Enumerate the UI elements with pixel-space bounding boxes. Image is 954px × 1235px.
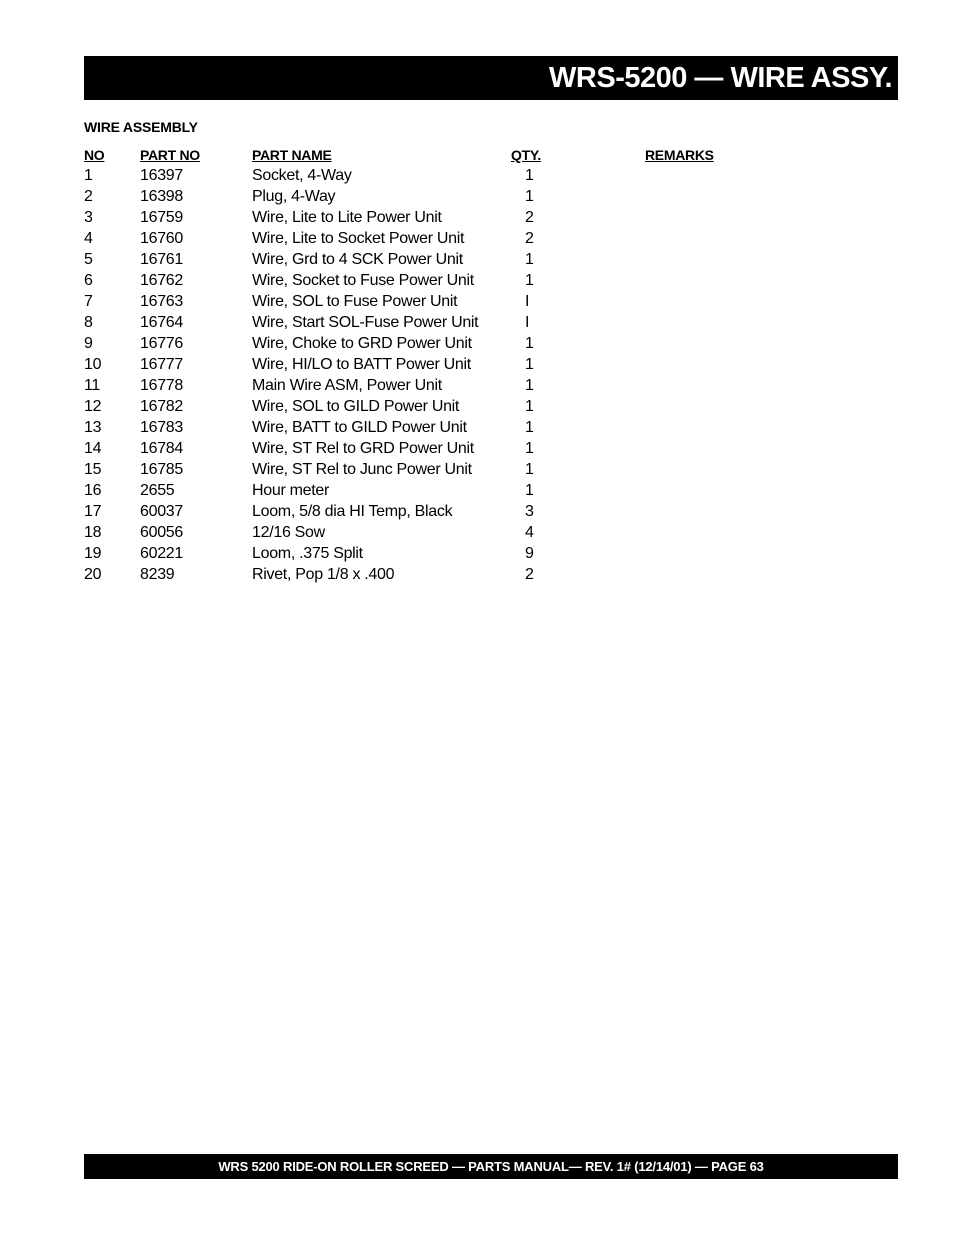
cell-qty: I [525,314,530,331]
cell-no: 4 [84,230,93,247]
section-label: WIRE ASSEMBLY [84,119,198,135]
cell-part-no: 16762 [140,272,183,289]
cell-remarks [645,207,765,228]
cell-no: 14 [84,440,102,457]
cell-qty: I [525,293,530,310]
cell-part-name: Main Wire ASM, Power Unit [252,377,442,394]
cell-no: 6 [84,272,93,289]
cell-part-no: 16782 [140,398,183,415]
cell-part-no: 2655 [140,482,175,499]
table-row [84,543,765,564]
cell-part-name: Loom, 5/8 dia HI Temp, Black [252,503,453,520]
cell-no: 13 [84,419,102,436]
cell-remarks [645,564,765,585]
cell-part-name: Wire, SOL to GILD Power Unit [252,398,460,415]
cell-part-name: Wire, ST Rel to Junc Power Unit [252,461,472,478]
cell-no: 3 [84,209,93,226]
table-row [84,396,765,417]
page-title: WRS-5200 — WIRE ASSY. [549,62,892,94]
cell-remarks [645,375,765,396]
table-row [84,501,765,522]
cell-remarks [645,501,765,522]
col-header-part-no: PART NO [140,147,200,163]
cell-qty: 1 [525,356,534,373]
cell-part-no: 16776 [140,335,183,352]
cell-part-name: Socket, 4-Way [252,167,352,184]
cell-remarks [645,543,765,564]
cell-part-name: Wire, Choke to GRD Power Unit [252,335,472,352]
table-row [84,333,765,354]
cell-remarks [645,438,765,459]
cell-qty: 1 [525,482,534,499]
col-header-no: NO [84,147,105,163]
cell-remarks [645,396,765,417]
table-row [84,186,765,207]
cell-qty: 2 [525,209,534,226]
footer-text: WRS 5200 RIDE-ON ROLLER SCREED — PARTS MANUAL— REV. 1# (12/14/01) — PAGE 63 [218,1159,764,1174]
parts-table-header [84,145,765,165]
cell-part-no: 16785 [140,461,183,478]
cell-part-no: 16764 [140,314,183,331]
cell-qty: 4 [525,524,534,541]
cell-remarks [645,165,765,186]
cell-part-name: Hour meter [252,482,330,499]
cell-qty: 1 [525,251,534,268]
cell-no: 5 [84,251,93,268]
table-row [84,564,765,585]
cell-no: 12 [84,398,102,415]
col-header-qty: QTY. [511,147,541,163]
cell-remarks [645,249,765,270]
table-row [84,228,765,249]
table-row [84,459,765,480]
cell-remarks [645,333,765,354]
cell-qty: 1 [525,398,534,415]
cell-qty: 1 [525,461,534,478]
cell-qty: 1 [525,419,534,436]
cell-part-no: 16398 [140,188,183,205]
cell-part-name: Wire, Grd to 4 SCK Power Unit [252,251,463,268]
table-row [84,165,765,186]
table-row [84,312,765,333]
table-row [84,417,765,438]
cell-no: 19 [84,545,102,562]
cell-part-no: 60037 [140,503,183,520]
cell-remarks [645,354,765,375]
cell-no: 15 [84,461,102,478]
table-row [84,480,765,501]
cell-qty: 1 [525,188,534,205]
table-row [84,207,765,228]
cell-part-no: 16778 [140,377,183,394]
cell-remarks [645,228,765,249]
table-row [84,291,765,312]
cell-part-name: Wire, Socket to Fuse Power Unit [252,272,474,289]
parts-table [84,145,765,585]
cell-remarks [645,291,765,312]
cell-part-no: 60221 [140,545,183,562]
cell-no: 10 [84,356,102,373]
cell-part-no: 16760 [140,230,183,247]
cell-remarks [645,522,765,543]
cell-qty: 1 [525,272,534,289]
col-header-part-name: PART NAME [252,147,332,163]
footer-bar [84,1154,898,1179]
cell-part-name: Wire, Start SOL-Fuse Power Unit [252,314,479,331]
cell-qty: 1 [525,440,534,457]
cell-part-name: Wire, HI/LO to BATT Power Unit [252,356,471,373]
cell-remarks [645,270,765,291]
cell-part-no: 16759 [140,209,183,226]
table-row [84,249,765,270]
cell-part-no: 16784 [140,440,183,457]
cell-qty: 3 [525,503,534,520]
cell-part-name: Wire, ST Rel to GRD Power Unit [252,440,474,457]
table-row [84,522,765,543]
cell-part-name: Loom, .375 Split [252,545,363,562]
cell-remarks [645,417,765,438]
cell-part-no: 8239 [140,566,175,583]
table-row [84,438,765,459]
cell-no: 18 [84,524,102,541]
cell-part-name: Plug, 4-Way [252,188,336,205]
cell-remarks [645,480,765,501]
cell-part-no: 16397 [140,167,183,184]
cell-qty: 1 [525,167,534,184]
cell-no: 9 [84,335,93,352]
cell-qty: 2 [525,566,534,583]
cell-part-name: Wire, Lite to Lite Power Unit [252,209,442,226]
cell-part-name: 12/16 Sow [252,524,325,541]
table-row [84,270,765,291]
cell-part-name: Rivet, Pop 1/8 x .400 [252,566,395,583]
col-header-remarks: REMARKS [645,147,714,163]
cell-remarks [645,459,765,480]
page-title-bar [84,56,898,100]
parts-table-body [84,165,765,585]
cell-no: 11 [84,377,101,394]
cell-qty: 2 [525,230,534,247]
cell-no: 7 [84,293,93,310]
cell-remarks [645,186,765,207]
cell-part-name: Wire, BATT to GILD Power Unit [252,419,467,436]
cell-part-name: Wire, Lite to Socket Power Unit [252,230,465,247]
table-row [84,354,765,375]
cell-no: 2 [84,188,93,205]
cell-qty: 1 [525,377,534,394]
cell-no: 17 [84,503,102,520]
header-row [84,145,765,165]
cell-remarks [645,312,765,333]
table-row [84,375,765,396]
cell-part-no: 16783 [140,419,183,436]
cell-qty: 1 [525,335,534,352]
cell-no: 16 [84,482,102,499]
cell-no: 1 [84,167,93,184]
cell-no: 8 [84,314,93,331]
cell-part-name: Wire, SOL to Fuse Power Unit [252,293,458,310]
cell-part-no: 60056 [140,524,183,541]
cell-no: 20 [84,566,102,583]
cell-part-no: 16777 [140,356,183,373]
cell-part-no: 16761 [140,251,183,268]
cell-qty: 9 [525,545,534,562]
cell-part-no: 16763 [140,293,183,310]
